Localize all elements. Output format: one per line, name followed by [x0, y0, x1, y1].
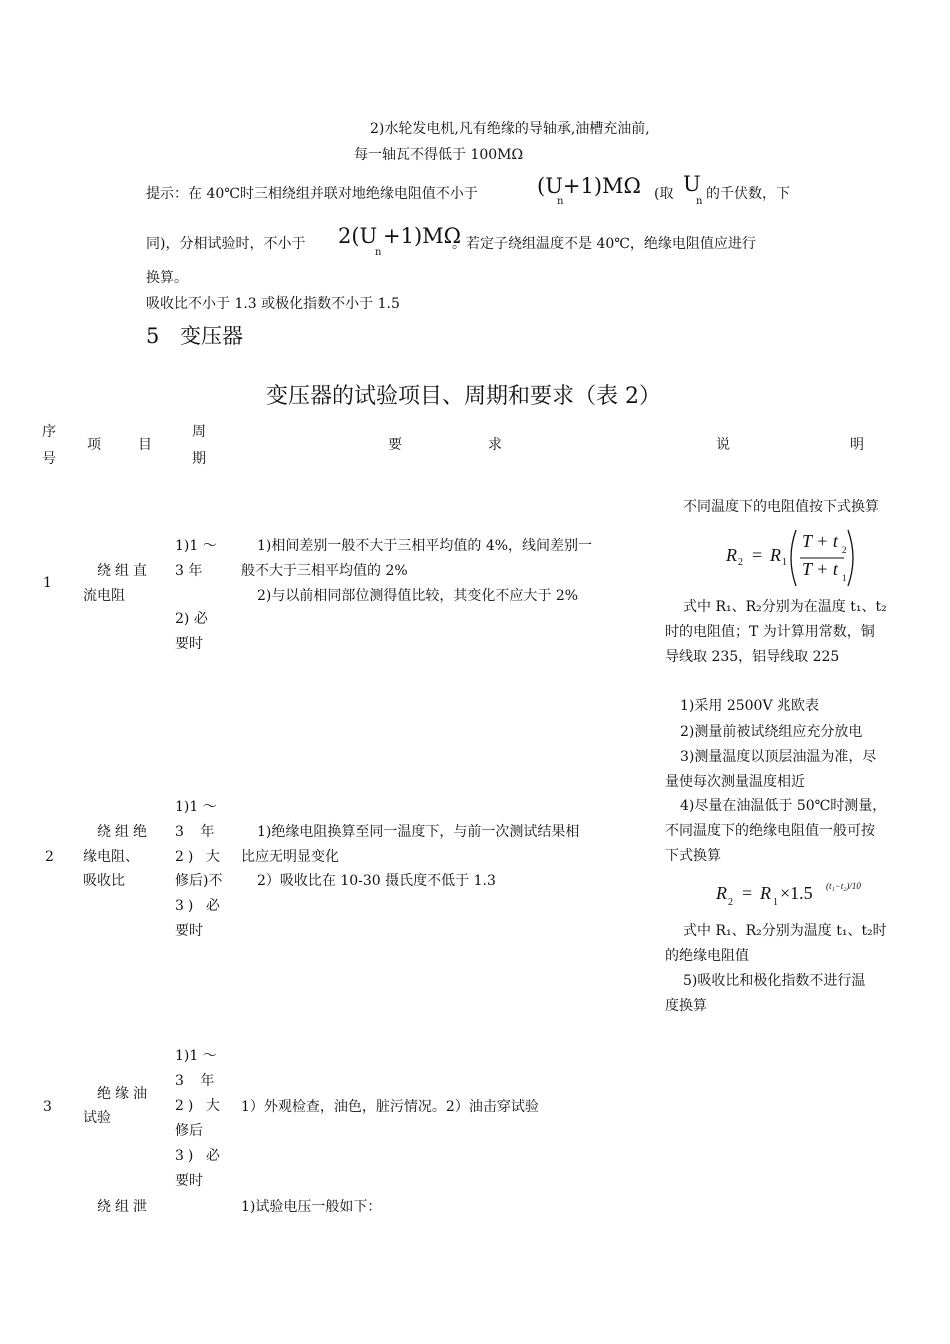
row1-req-line3: 2)与以前相同部位测得值比较，其变化不应大于 2%	[257, 588, 579, 604]
formula2-lhs-sub: 2	[728, 897, 733, 908]
formula2-rhs-sub: 1	[773, 897, 778, 908]
row2-req-line2: 比应无明显变化	[241, 849, 339, 865]
formula2-lhs: R	[716, 883, 727, 903]
row3-item-line1: 绝缘油	[97, 1086, 151, 1102]
row1-req-line2: 般不大于三相平均值的 2%	[241, 563, 408, 579]
hint-formula-1-rest: +1)MΩ	[562, 174, 641, 198]
row2-note-line1: 1)采用 2500V 兆欧表	[680, 698, 820, 714]
formula-resistance-conversion	[726, 526, 866, 590]
hint-formula-1	[537, 176, 641, 197]
row2-item-line2: 缘电阻、	[83, 849, 139, 865]
hint-unit: 的千伏数，下	[706, 186, 790, 202]
formula1-denominator: T + t	[802, 559, 838, 579]
formula2-eq: =	[742, 883, 753, 903]
hint-u-sub: n	[696, 196, 703, 207]
row2-note-line5: 4)尽量在油温低于 50℃时测量，	[680, 798, 887, 814]
hint-take: (取	[654, 186, 674, 202]
hint-formula-2: 2(U	[338, 224, 378, 248]
row1-seq: 1	[43, 575, 52, 591]
formula1-lhs-sub: 2	[738, 557, 743, 568]
row1-note-line4: 导线取 235，铝导线取 225	[665, 649, 840, 665]
row3-req-line1: 1）外观检查，油色，脏污情况。2）油击穿试验	[241, 1099, 539, 1115]
header-seq-2: 号	[42, 451, 56, 467]
row3-period-line3: 2) 大	[175, 1098, 224, 1114]
row3-period-line2: 3 年	[175, 1073, 221, 1089]
hint-formula-1-u: U	[545, 174, 563, 198]
row3-period-line4: 修后	[175, 1123, 203, 1139]
row1-note-line3: 时的电阻值；T 为计算用常数，铜	[665, 624, 875, 640]
header-note-2: 明	[850, 437, 864, 453]
row2-note-line11: 度换算	[665, 998, 707, 1014]
formula1-num-sub: 2	[842, 545, 847, 555]
header-item-1: 项	[87, 437, 101, 453]
table-title: 变压器的试验项目、周期和要求（表 2）	[266, 384, 661, 409]
header-req-1: 要	[388, 437, 402, 453]
row3-period-line6: 要时	[175, 1173, 203, 1189]
row2-req-line1: 1)绝缘电阻换算至同一温度下，与前一次测试结果相	[257, 824, 580, 840]
header-seq-1: 序	[42, 424, 56, 440]
row3-item-line2: 试验	[83, 1110, 111, 1126]
section-number: 5	[146, 324, 160, 348]
row2-note-line10: 5)吸收比和极化指数不进行温	[683, 973, 866, 989]
intro-line-2: 每一轴瓦不得低于 100MΩ	[354, 147, 524, 163]
header-period-1: 周	[192, 424, 206, 440]
formula1-lhs: R	[726, 545, 737, 565]
row2-note-line9: 的绝缘电阻值	[665, 948, 749, 964]
hint-formula-1-open: (	[537, 174, 546, 198]
row2-note-line2: 2)测量前被试绕组应充分放电	[680, 724, 863, 740]
absorb-ratio-text: 吸收比不小于 1.3 或极化指数不小于 1.5	[146, 296, 400, 312]
row1-req-line1: 1)相间差别一般不大于三相平均值的 4%，线间差别一	[257, 538, 593, 554]
intro-line-1: 2)水轮发电机,凡有绝缘的导轴承,油槽充油前,	[370, 121, 650, 137]
row2-item-line1: 绕组绝	[97, 824, 151, 840]
row1-item-line2: 流电阻	[83, 588, 125, 604]
header-note-1: 说	[716, 437, 730, 453]
formula1-rhs-sub: 1	[782, 557, 787, 568]
formula1-numerator: T + t	[802, 531, 838, 551]
section-title: 变压器	[180, 324, 243, 348]
hint-u: U	[683, 172, 701, 196]
hint-text-b2: 。若定子绕组温度不是 40℃，绝缘电阻值应进行	[452, 236, 756, 252]
hint-formula-2-sub: n	[375, 247, 382, 258]
header-period-2: 期	[192, 451, 206, 467]
row2-period-line6: 要时	[175, 923, 203, 939]
hint-text-a: 提示：在 40℃时三相绕组并联对地绝缘电阻值不小于	[146, 186, 478, 202]
row2-note-line8: 式中 R₁、R₂分别为温度 t₁、t₂时	[683, 923, 887, 939]
row3-period-line1: 1)1 ～	[175, 1048, 217, 1064]
row1-note-line2: 式中 R₁、R₂分别为在温度 t₁、t₂	[683, 599, 887, 615]
row2-period-line1: 1)1 ～	[175, 799, 217, 815]
hint-formula-1-sub: n	[557, 196, 564, 207]
formula1-eq: =	[752, 545, 763, 565]
formula2-exponent: (t₁−t₂)/10	[826, 881, 861, 891]
row1-period-line5: 要时	[175, 636, 203, 652]
formula2-rhs: R	[760, 883, 771, 903]
row2-req-line3: 2）吸收比在 10-30 摄氏度不低于 1.3	[257, 873, 496, 889]
row4-item-line1: 绕组泄	[97, 1199, 151, 1215]
formula1-den-sub: 1	[842, 573, 847, 583]
hint-text-c: 换算。	[146, 270, 188, 286]
row2-period-line3: 2) 大	[175, 849, 224, 865]
row1-item-line1: 绕组直	[97, 563, 151, 579]
row2-period-line5: 3) 必	[175, 898, 224, 914]
row1-period-line1: 1)1 ～	[175, 538, 217, 554]
row2-note-line7: 下式换算	[665, 848, 721, 864]
row1-period-line4: 2) 必	[175, 611, 208, 627]
row1-note-line1: 不同温度下的电阻值按下式换算	[683, 499, 879, 515]
formula-insulation-conversion	[716, 878, 876, 914]
formula1-rhs: R	[770, 545, 781, 565]
row2-seq: 2	[45, 849, 54, 865]
row2-item-line3: 吸收比	[83, 873, 125, 889]
row2-note-line3: 3)测量温度以顶层油温为准，尽	[680, 749, 877, 765]
header-item-2: 目	[138, 437, 152, 453]
row1-period-line2: 3 年	[175, 563, 203, 579]
row2-note-line6: 不同温度下的绝缘电阻值一般可按	[665, 823, 875, 839]
row3-period-line5: 3) 必	[175, 1148, 224, 1164]
header-req-2: 求	[488, 437, 502, 453]
row3-seq: 3	[43, 1099, 52, 1115]
row4-req-line1: 1)试验电压一般如下：	[241, 1199, 382, 1215]
hint-formula-2-rest: +1)MΩ	[383, 224, 462, 248]
hint-text-b1: 同)，分相试验时，不小于	[146, 236, 306, 252]
formula2-times: ×1.5	[780, 883, 813, 903]
row2-period-line4: 修后)不	[175, 873, 223, 889]
row2-period-line2: 3 年	[175, 824, 221, 840]
row2-note-line4: 量使每次测量温度相近	[665, 774, 805, 790]
